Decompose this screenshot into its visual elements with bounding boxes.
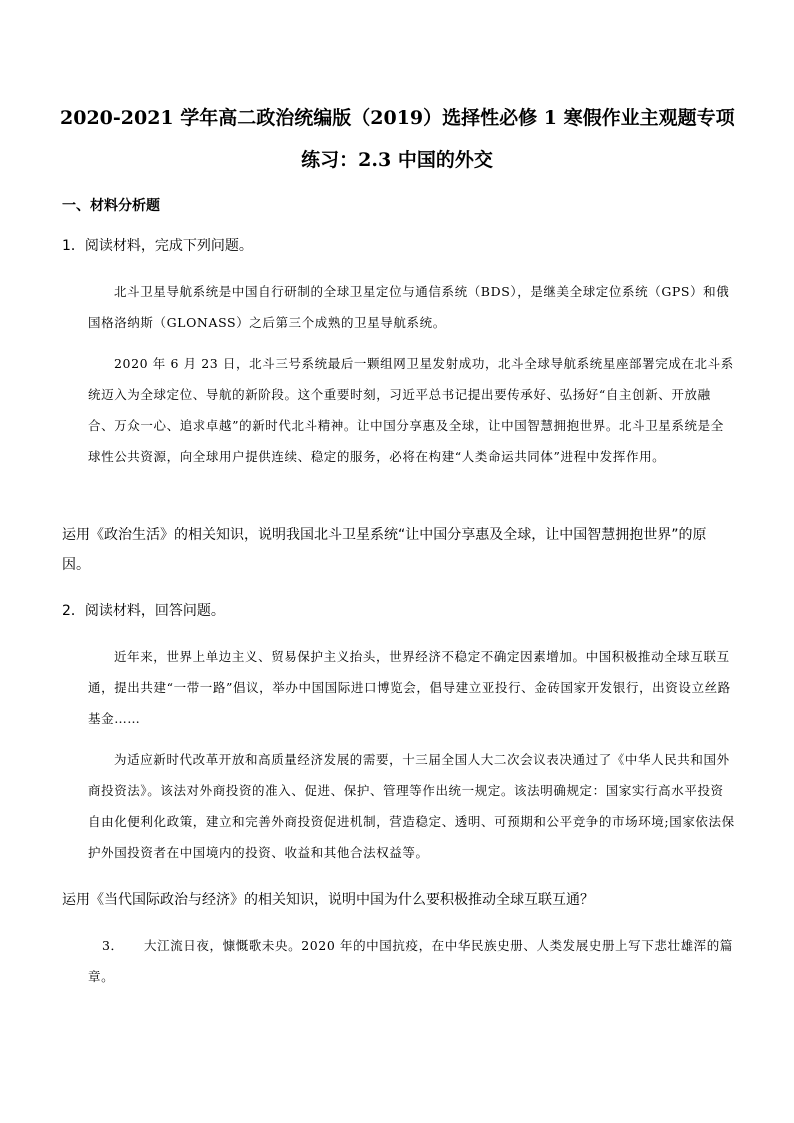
question-2-heading: 2．阅读材料，回答问题。 [62,603,225,619]
document-title-line-2: 练习：2.3 中国的外交 [301,149,493,171]
question-2-material-2 [88,744,736,868]
question-3-text: 大江流日夜，慷慨歌未央。2020 年的中国抗疫，在中华民族史册、人类发展史册上写下悲壮雄浑的篇章。 [88,938,733,984]
question-1-heading: 1．阅读材料，完成下列问题。 [62,238,253,254]
question-2-prompt: 运用《当代国际政治与经济》的相关知识，说明中国为什么要积极推动全球互联互通？ [62,892,594,908]
question-2-material-1-text: 近年来，世界上单边主义、贸易保护主义抬头，世界经济不稳定不确定因素增加。中国积极推动全球互联互通，提出共建“一带一路”倡议，举办中国国际进口博览会，倡导建立亚投行、金砖国家开发银行，出资设立丝路基金…… [88,649,731,726]
document-title-line-1: 2020-2021 学年高二政治统编版（2019）选择性必修 1 寒假作业主观题专项 [60,107,735,129]
question-1-prompt: 运用《政治生活》的相关知识，说明我国北斗卫星系统“让中国分享惠及全球，让中国智慧拥抱世界”的原因。 [62,527,707,573]
question-2-material-1 [88,641,736,734]
section-heading: 一、材料分析题 [62,198,160,214]
question-1-material-1 [88,276,736,338]
question-3-number: 3． [102,938,124,953]
question-1-material-1-text: 北斗卫星导航系统是中国自行研制的全球卫星定位与通信系统（BDS），是继美全球定位系统（GPS）和俄国格洛纳斯（GLONASS）之后第三个成熟的卫星导航系统。 [88,284,730,330]
question-1-material-2-text: 2020 年 6 月 23 日，北斗三号系统最后一颗组网卫星发射成功，北斗全球导航系统星座部署完成在北斗系统迈入为全球定位、导航的新阶段。这个重要时刻，习近平总书记提出要传承好、弘扬好“自主创新、开放融合、万众一心、追求卓越”的新时代北斗精神。让中国分享惠及全球，让中国智慧拥抱世界。北斗卫星系统是全球性公共资源，向全球用户提供连续、稳定的服务，必将在构建“人类命运共同体”进程中发挥作用。 [88,356,734,464]
question-1-material-2 [88,348,736,472]
question-3 [88,930,736,992]
question-2-material-2-text: 为适应新时代改革开放和高质量经济发展的需要，十三届全国人大二次会议表决通过了《中华人民共和国外商投资法》。该法对外商投资的准入、促进、保护、管理等作出统一规定。该法明确规定：国家实行高水平投资自由化便利化政策，建立和完善外商投资促进机制，营造稳定、透明、可预期和公平竞争的市场环境;国家依法保护外国投资者在中国境内的投资、收益和其他合法权益等。 [88,752,735,860]
